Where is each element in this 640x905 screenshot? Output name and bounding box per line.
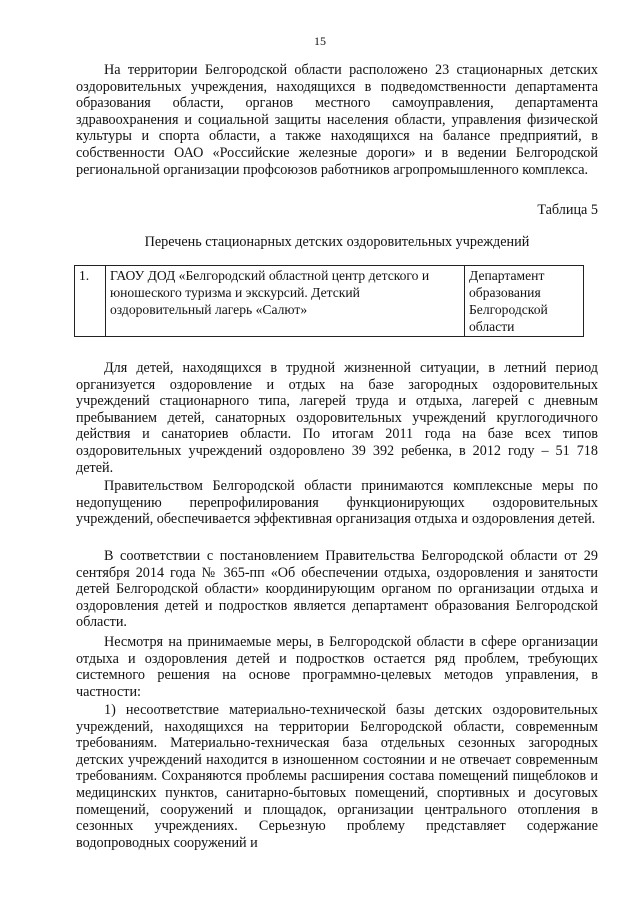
paragraph-problem-1: 1) несоответствие материально-технической базы детских оздоровительных учреждений, находящихся на территории Белгородской области, современным требованиям. Материально-техническая база отдельных сезонных загородных детских учреждений находится в изношенном состоянии и не отвечает современным требованиям. Сохраняются проблемы расширения состава помещений пищеблоков и медицинских пунктов, санитарно-бытовых помещений, спортивных и досуговых помещений, сооружений и площадок, организации центрального отопления в сезонных учреждениях. Серьезную проблему представляет содержание водопроводных сооружений и — [76, 702, 598, 851]
table-label: Таблица 5 — [537, 202, 598, 218]
table-row — [75, 266, 584, 337]
institution-name-cell: ГАОУ ДОД «Белгородский областной центр детского и юношеского туризма и экскурсий. Детский оздоровительный лагерь «Салют» — [106, 266, 465, 337]
row-number-cell: 1. — [75, 266, 106, 337]
department-cell: Департамент образования Белгородской области — [465, 266, 584, 337]
paragraph-children-difficult-situation: Для детей, находящихся в трудной жизненной ситуации, в летний период организуется оздоровление и отдых на базе загородных оздоровительных учреждений стационарного типа, лагерей труда и отдыха, лагерей с дневным пребыванием детей, санаторных оздоровительных учреждений круглогодичного действия и санаториев области. По итогам 2011 года на базе всех типов оздоровительных учреждений оздоровлено 39 392 ребенка, в 2012 году – 51 718 детей. — [76, 360, 598, 476]
intro-paragraph: На территории Белгородской области расположено 23 стационарных детских оздоровительных учреждения, находящихся в подведомственности департамента образования области, органов местного самоуправления, департамента здравоохранения и социальной защиты населения области, управления физической культуры и спорта области, а также находящихся на балансе предприятий, в собственности ОАО «Российские железные дороги» и в ведении Белгородской региональной организации профсоюзов работников агропромышленного комплекса. — [76, 62, 598, 178]
paragraph-problems: Несмотря на принимаемые меры, в Белгородской области в сфере организации отдыха и оздоровления детей и подростков остается ряд проблем, требующих системного решения на основе программно-целевых методов управления, в частности: — [76, 634, 598, 700]
paragraph-government-measures: Правительством Белгородской области принимаются комплексные меры по недопущению перепрофилирования функционирующих оздоровительных учреждений, обеспечивается эффективная организация отдыха и оздоровления детей. — [76, 478, 598, 528]
institutions-table — [74, 265, 584, 337]
table-title: Перечень стационарных детских оздоровительных учреждений — [144, 234, 530, 250]
paragraph-resolution: В соответствии с постановлением Правительства Белгородской области от 29 сентября 2014 года № 365-пп «Об обеспечении отдыха, оздоровления и занятости детей Белгородской области» координирующим органом по организации отдыха и оздоровления детей и подростков является департамент образования Белгородской области. — [76, 548, 598, 631]
page-number: 15 — [314, 34, 326, 48]
